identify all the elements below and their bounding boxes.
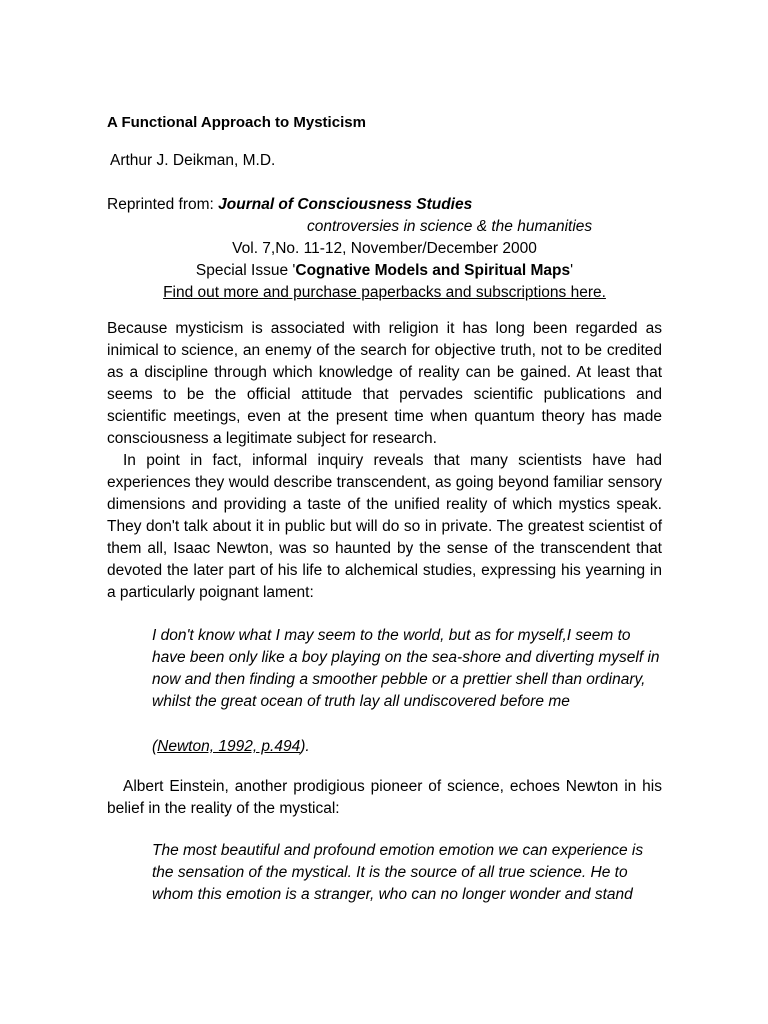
einstein-quote: The most beautiful and profound emotion emotion we can experience is the sensation of the mystical. It is the source of all true science. He to whom this emotion is a stranger, who can no longer wonder and stand (152, 842, 644, 903)
reprint-prefix: Reprinted from: (107, 196, 219, 213)
journal-volume: Vol. 7,No. 11-12, November/December 2000 (232, 240, 537, 257)
document-page (107, 112, 662, 906)
purchase-link[interactable]: Find out more and purchase paperbacks and subscriptions here. (163, 284, 606, 301)
citation-close: ). (300, 738, 310, 755)
special-issue-line (107, 260, 662, 282)
citation-link[interactable]: Newton, 1992, p.494 (157, 738, 301, 755)
newton-quote: I don't know what I may seem to the world, but as for myself,I seem to have been only like a boy playing on the sea-shore and diverting myself in now and then finding a smoother pebble or a prettier shell than ordinary, whilst the great ocean of truth lay all undiscovered before me (152, 627, 660, 710)
document-title: A Functional Approach to Mysticism (107, 114, 366, 131)
document-author: Arthur J. Deikman, M.D. (110, 152, 276, 169)
reprint-source-line (107, 194, 662, 216)
journal-name: Journal of Consciousness Studies (218, 196, 473, 213)
journal-subtitle: controversies in science & the humanities (307, 218, 593, 235)
paragraph-1: Because mysticism is associated with religion it has long been regarded as inimical to science, an enemy of the search for objective truth, not to be credited as a discipline through which knowledge of reality can be gained. At least that seems to be the official attitude that pervades scientific publications and scientific meetings, even at the present time when quantum theory has made consciousness a legitimate subject for research. (107, 320, 662, 447)
issue-suffix: ' (570, 262, 574, 279)
issue-prefix: Special Issue ' (195, 262, 296, 279)
paragraph-2: In point in fact, informal inquiry reveals that many scientists have had experiences they would describe transcendent, as going beyond familiar sensory dimensions and providing a taste of the unified reality of which mystics speak. They don't talk about it in public but will do so in private. The greatest scientist of them all, Isaac Newton, was so haunted by the sense of the transcendent that devoted the later part of his life to alchemical studies, expressing his yearning in a particularly poignant lament: (107, 452, 662, 601)
reprint-block (107, 194, 662, 304)
citation-open: ( (152, 738, 158, 755)
purchase-link-line (107, 282, 662, 304)
paragraph-3: Albert Einstein, another prodigious pioneer of science, echoes Newton in his belief in the reality of the mystical: (107, 778, 662, 817)
issue-title: Cognative Models and Spiritual Maps (295, 262, 571, 279)
newton-citation (107, 736, 662, 758)
